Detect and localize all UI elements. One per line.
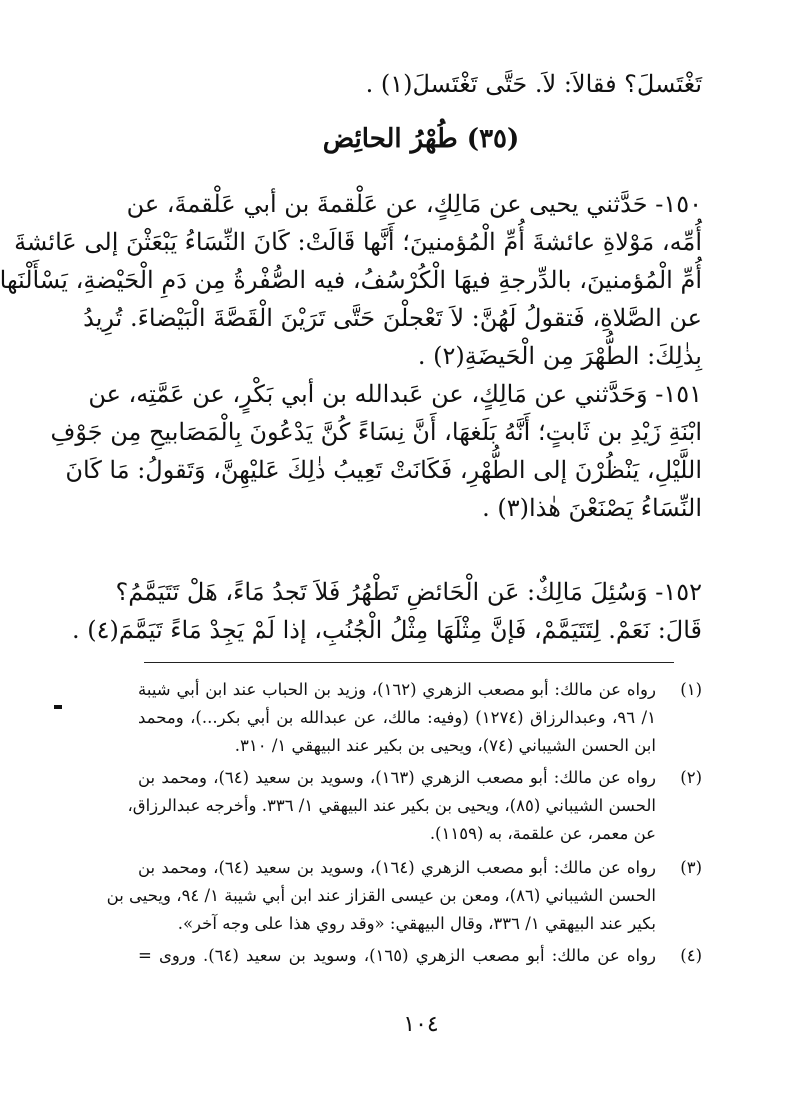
footnote-line: بكير عند البيهقي ١/ ٣٣٦، وقال البيهقي: «وقد روي هذا على وجه آخر». [177, 914, 656, 933]
footnote-number: (٢) [680, 768, 702, 787]
footnote-separator [144, 662, 674, 663]
footnote-2-cont [138, 824, 702, 850]
footnote-line: عن معمر، عن علقمة، به (١١٥٩). [429, 824, 656, 843]
paragraph-line: ١٥٠- حَدَّثني يحيى عن مَالِكٍ، عن عَلْقمةَ بن أبي عَلْقمةَ، عن [126, 190, 702, 218]
paragraph-line: النِّسَاءُ يَصْنَعْنَ هٰذا(٣) . [482, 494, 702, 522]
footnote-line: رواه عن مالك: أبو مصعب الزهري (١٦٤)، وسويد بن سعيد (٦٤)، ومحمد بن [138, 858, 657, 877]
footnote-1-cont [138, 736, 702, 762]
footnote-line: رواه عن مالك: أبو مصعب الزهري (١٦٥)، وسويد بن سعيد (٦٤). وروى = [138, 946, 657, 965]
paragraph-line: أُمِّ الْمُؤمنينَ، بالدِّرجةِ فيهَا الْكُرْسُفُ، فيه الصُّفْرةُ مِن دَمِ الْحَيْضةِ، يَسْأَلْنَها [0, 266, 702, 294]
footnote-3-cont [106, 886, 702, 912]
footnote-line: الحسن الشيباني (٨٥)، ويحيى بن بكير عند البيهقي ١/ ٣٣٦. وأخرجه عبدالرزاق، [127, 796, 656, 815]
page-number: ١٠٤ [403, 1012, 439, 1037]
paragraph-line: ابْنَةِ زَيْدِ بن ثَابتٍ؛ أَنَّهُ بَلَغهَا، أَنَّ نِسَاءً كُنَّ يَدْعُونَ بِالْمَصَابيحِ مِن جَوْفِ [50, 418, 702, 446]
section-heading: (٣٥) طُهْرُ الحائِض [322, 124, 520, 154]
footnote-1-cont [138, 708, 702, 734]
footnote-4 [138, 946, 702, 972]
footnote-3-cont [138, 914, 702, 940]
footnote-number: (٣) [680, 858, 702, 877]
margin-mark [54, 705, 62, 709]
footnote-3 [138, 858, 702, 884]
paragraph-line: عن الصَّلاةِ، فَتقولُ لَهُنَّ: لاَ تَعْجلْنَ حَتَّى تَرَيْنَ الْقَصَّةَ الْبَيْضاءَ. تُرِيدُ [83, 304, 702, 332]
footnote-2-cont [127, 796, 702, 822]
continuation-line: تَغْتَسلَ؟ فقالاَ: لاَ. حَتَّى تَغْتَسلَ(١) . [365, 70, 702, 98]
footnote-line: ١/ ٩٦، وعبدالرزاق (١٢٧٤) (وفيه: مالك، عن عبدالله بن أبي بكر...)، ومحمد [138, 708, 656, 727]
footnote-line: ابن الحسن الشيباني (٧٤)، ويحيى بن بكير عند البيهقي ١/ ٣١٠. [234, 736, 656, 755]
footnote-2 [138, 768, 702, 794]
paragraph-line: أُمِّه، مَوْلاةِ عائشةَ أُمِّ الْمُؤمنينَ؛ أَنَّها قَالَتْ: كَانَ النِّسَاءُ يَبْعَثْنَ إلى عَائشةَ [14, 228, 702, 256]
footnote-number: (٤) [680, 946, 702, 965]
paragraph-line: قَالَ: نَعَمْ. لِتَتَيَمَّمْ، فَإنَّ مِثْلَهَا مِثْلُ الْجُنُبِ، إذا لَمْ يَجِدْ مَاءً تَيَمَّمَ(٤) . [71, 616, 702, 644]
paragraph-line: ١٥١- وَحَدَّثني عن مَالِكٍ، عن عَبدالله بن أبي بَكْرٍ، عن عَمَّتِه، عن [88, 380, 702, 408]
footnote-1 [138, 680, 702, 706]
footnote-line: رواه عن مالك: أبو مصعب الزهري (١٦٢)، وزيد بن الحباب عند ابن أبي شيبة [138, 680, 656, 699]
paragraph-line: اللَّيْلِ، يَنْظُرْنَ إلى الطُّهْرِ، فَكَانَتْ تَعِيبُ ذٰلِكَ عَليْهِنَّ، وَتَقولُ: مَا كَانَ [65, 456, 702, 484]
paragraph-line: ١٥٢- وَسُئِلَ مَالِكٌ: عَن الْحَائضِ تَطْهُرُ فَلاَ تَجدُ مَاءً، هَلْ تَتَيَمَّمُ؟ [115, 578, 702, 606]
footnote-line: الحسن الشيباني (٨٦)، ومعن بن عيسى القزاز عند ابن أبي شيبة ١/ ٩٤، ويحيى بن [106, 886, 656, 905]
footnote-line: رواه عن مالك: أبو مصعب الزهري (١٦٣)، وسويد بن سعيد (٦٤)، ومحمد بن [138, 768, 657, 787]
paragraph-line: بِذٰلِكَ: الطُّهْرَ مِن الْحَيضَةِ(٢) . [417, 342, 702, 370]
footnote-number: (١) [680, 680, 702, 699]
